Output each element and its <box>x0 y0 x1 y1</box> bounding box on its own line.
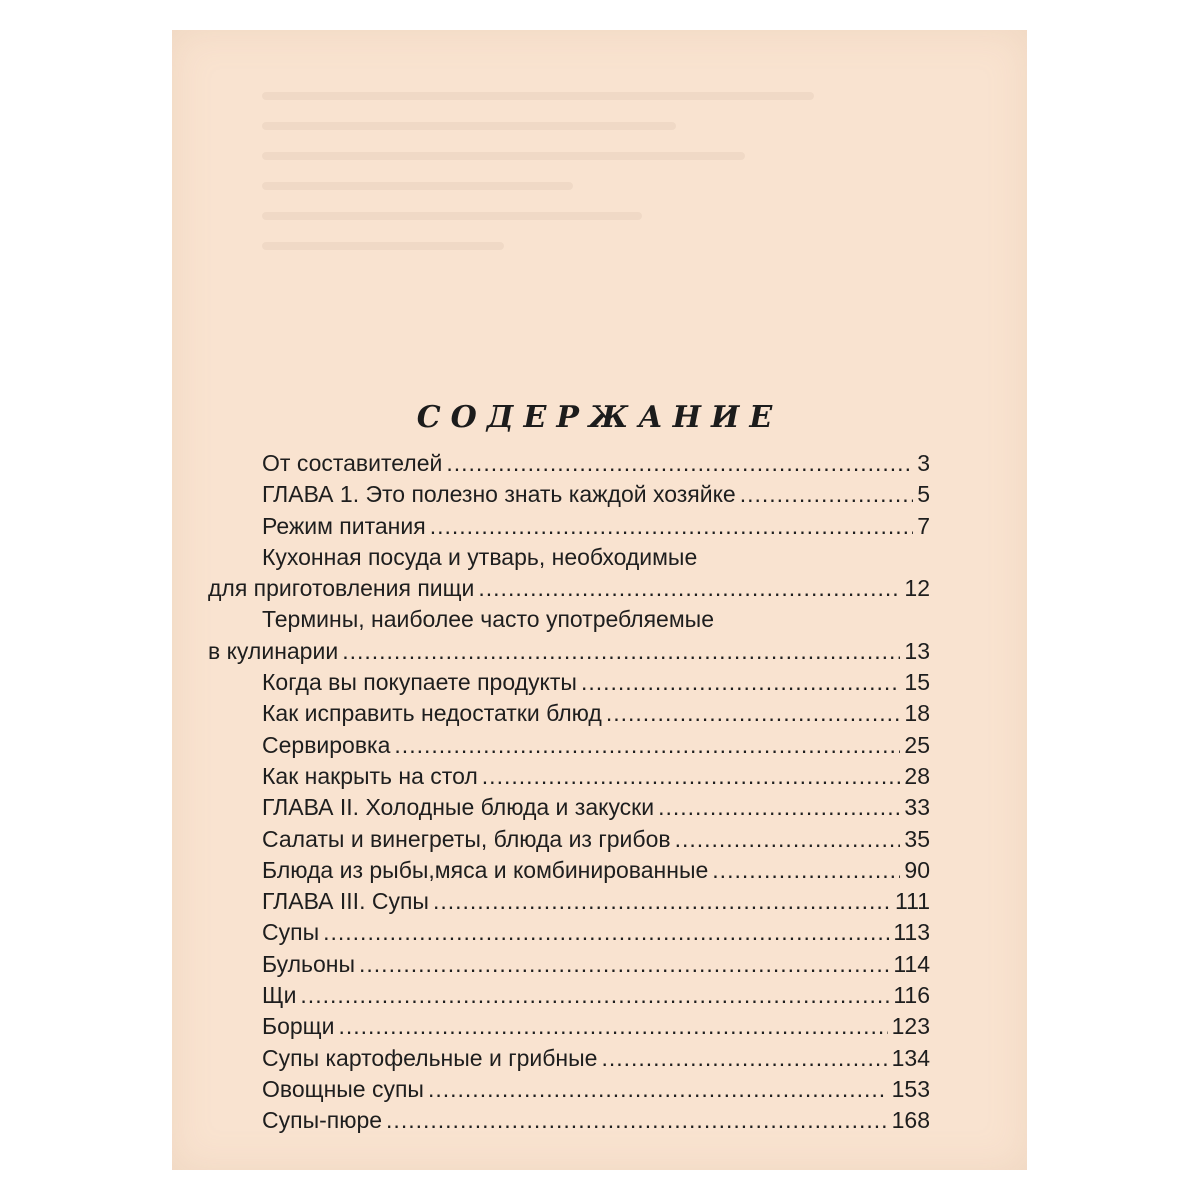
toc-entry-title: Салаты и винегреты, блюда из грибов <box>262 825 671 852</box>
toc-entry <box>208 855 930 886</box>
leader-dots <box>581 667 900 698</box>
leader-dots <box>428 1074 888 1105</box>
toc-page-number: 153 <box>891 1075 930 1102</box>
leader-dots <box>606 698 901 729</box>
toc-entry-title: Супы-пюре <box>262 1107 383 1134</box>
toc-entry <box>208 1074 930 1105</box>
toc-entry-title: ГЛАВА II. Холодные блюда и закуски <box>262 794 655 821</box>
leader-dots <box>386 1105 888 1136</box>
toc-page-number: 13 <box>904 637 930 664</box>
toc-entry <box>208 448 930 479</box>
toc-page-number: 28 <box>904 762 930 789</box>
leader-dots <box>433 886 891 917</box>
toc-page-number: 116 <box>893 982 930 1009</box>
toc-entry-title: Режим питания <box>262 512 426 539</box>
page-title: СОДЕРЖАНИЕ <box>416 400 783 435</box>
table-of-contents <box>208 448 930 1137</box>
toc-entry-title: Когда вы покупаете продукты <box>262 669 577 696</box>
leader-dots <box>482 761 901 792</box>
toc-entry-title: ГЛАВА 1. Это полезно знать каждой хозяйке <box>262 481 736 508</box>
toc-page-number: 33 <box>904 794 930 821</box>
toc-page-number: 35 <box>904 825 930 852</box>
toc-page-number: 25 <box>904 731 930 758</box>
toc-entry <box>208 980 930 1011</box>
toc-entry-title: Как накрыть на стол <box>262 762 478 789</box>
toc-entry-title: Борщи <box>262 1013 335 1040</box>
toc-entry <box>208 511 930 542</box>
toc-entry-title: Бульоны <box>262 950 356 977</box>
leader-dots <box>359 949 889 980</box>
leader-dots <box>478 573 900 604</box>
toc-page-number: 134 <box>891 1044 930 1071</box>
toc-entry-title: Супы <box>262 919 320 946</box>
toc-entry-title: Сервировка <box>262 731 391 758</box>
leader-dots <box>338 1011 887 1042</box>
toc-page-number: 18 <box>904 700 930 727</box>
toc-entry-title-continued: в кулинарии <box>208 637 339 664</box>
toc-entry <box>208 824 930 855</box>
toc-entry-title: Супы картофельные и грибные <box>262 1044 598 1071</box>
toc-page-number: 123 <box>891 1013 930 1040</box>
toc-page-number: 15 <box>904 669 930 696</box>
toc-page-number: 12 <box>904 575 930 602</box>
leader-dots <box>342 636 900 667</box>
toc-entry <box>208 886 930 917</box>
toc-page-number: 168 <box>891 1107 930 1134</box>
toc-entry <box>208 698 930 729</box>
toc-page-number: 113 <box>893 919 930 946</box>
leader-dots <box>675 824 901 855</box>
toc-entry <box>208 542 930 605</box>
toc-page-number: 3 <box>917 450 930 476</box>
leader-dots <box>601 1043 887 1074</box>
leader-dots <box>712 855 900 886</box>
leader-dots <box>323 917 889 948</box>
toc-entry <box>208 604 930 667</box>
toc-page-number: 111 <box>895 888 930 915</box>
toc-entry-title-continued: для приготовления пищи <box>208 575 475 602</box>
toc-page-number: 90 <box>904 856 930 883</box>
toc-entry <box>208 667 930 698</box>
leader-dots <box>740 479 913 510</box>
leader-dots <box>430 511 914 542</box>
toc-entry-title: Кухонная посуда и утварь, необходимые <box>262 543 698 570</box>
toc-entry-title: Как исправить недостатки блюд <box>262 700 602 727</box>
toc-page-number: 114 <box>893 950 930 977</box>
toc-entry <box>208 792 930 823</box>
toc-entry-title: ГЛАВА III. Супы <box>262 888 429 915</box>
toc-entry <box>208 1105 930 1136</box>
toc-entry <box>208 730 930 761</box>
toc-entry-title: Термины, наиболее часто употребляемые <box>262 606 714 633</box>
toc-entry-title: Блюда из рыбы,мяса и комбинированные <box>262 856 709 883</box>
toc-entry <box>208 949 930 980</box>
toc-entry-title: Овощные супы <box>262 1075 424 1102</box>
toc-entry <box>208 479 930 510</box>
toc-entry <box>208 1011 930 1042</box>
toc-page-number: 5 <box>917 481 930 508</box>
book-page <box>172 30 1027 1170</box>
show-through-text <box>262 70 952 390</box>
leader-dots <box>446 448 913 479</box>
leader-dots <box>394 730 900 761</box>
toc-entry <box>208 761 930 792</box>
toc-entry-title: Щи <box>262 982 297 1009</box>
leader-dots <box>658 792 900 823</box>
toc-entry-title: От составителей <box>262 450 443 476</box>
leader-dots <box>300 980 889 1011</box>
toc-page-number: 7 <box>917 512 930 539</box>
toc-entry <box>208 1043 930 1074</box>
toc-entry <box>208 917 930 948</box>
